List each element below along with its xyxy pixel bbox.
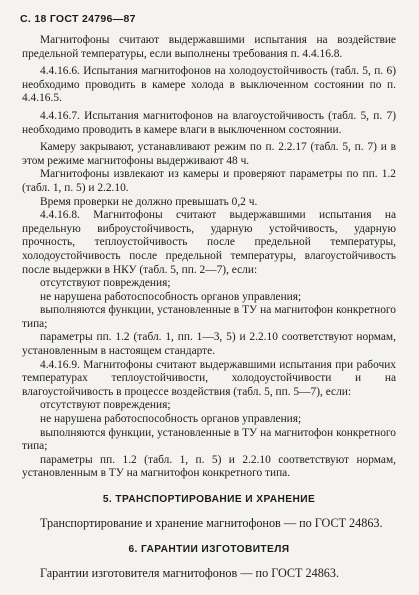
paragraph: 4.4.16.8. Магнитофоны считают выдержавшими испытания на предельную виброустойчивость, ударную устойчивость, ударную прочность, теплоустойчивость после предельной температуры, холодоустойчивость после предельной температуры, влагоустойчивость после выдержки в НКУ (табл. 5, пп. 2—7), если: bbox=[22, 209, 396, 276]
document-body bbox=[22, 34, 396, 581]
paragraph: Время проверки не должно превышать 0,2 ч. bbox=[40, 195, 258, 208]
list-item: параметры пп. 1.2 (табл. 1, пп. 1—3, 5) и 2.2.10 соответствуют нормам, установленным в настоящем стандарте. bbox=[22, 331, 396, 358]
section-5-title: 5. ТРАНСПОРТИРОВАНИЕ И ХРАНЕНИЕ bbox=[102, 494, 316, 505]
paragraph: Магнитофоны извлекают из камеры и проверяют параметры по пп. 1.2 (табл. 1, п. 5) и 2.2.10. bbox=[22, 168, 396, 194]
paragraph: 4.4.16.6. Испытания магнитофонов на холодоустойчивость (табл. 5, п. 6) необходимо проводить в камере холода в выключенном состоянии по п. 4.4.16.5. bbox=[22, 65, 396, 105]
list-item: не нарушена работоспособность органов управления; bbox=[40, 413, 302, 426]
list-item: выполняются функции, установленные в ТУ на магнитофон конкретного типа; bbox=[22, 426, 396, 453]
paragraph: Камеру закрывают, устанавливают режим по п. 2.2.17 (табл. 5, п. 7) и в этом режиме магнитофоны выдерживают 48 ч. bbox=[22, 141, 396, 167]
list-item: не нарушена работоспособность органов управления; bbox=[40, 290, 302, 303]
page-header: С. 18 ГОСТ 24796—87 bbox=[20, 13, 136, 25]
paragraph: 4.4.16.7. Испытания магнитофонов на влагоустойчивость (табл. 5, п. 7) необходимо проводить в камере влаги в выключенном состоянии. bbox=[22, 109, 396, 136]
list-item: отсутствуют повреждения; bbox=[40, 399, 171, 412]
list-item: параметры пп. 1.2 (табл. 1, п. 5) и 2.2.10 соответствуют нормам, установленным в ТУ на магнитофон конкретного типа. bbox=[22, 453, 396, 480]
section-5-text: Транспортирование и хранение магнитофонов — по ГОСТ 24863. bbox=[40, 515, 383, 530]
section-6-text: Гарантии изготовителя магнитофонов — по ГОСТ 24863. bbox=[40, 565, 340, 580]
list-item: отсутствуют повреждения; bbox=[40, 277, 171, 290]
paragraph: Магнитофоны считают выдержавшими испытания на воздействие предельной температуры, если выполнены требования п. 4.4.16.8. bbox=[22, 34, 396, 60]
paragraph: 4.4.16.9. Магнитофоны считают выдержавшими испытания при рабочих температурах теплоустойчивости, холодоустойчивости и на влагоустойчивость в процессе воздействия (табл. 5, пп. 5—7), если: bbox=[22, 358, 396, 398]
section-6-title: 6. ГАРАНТИИ ИЗГОТОВИТЕЛЯ bbox=[128, 544, 290, 556]
list-item: выполняются функции, установленные в ТУ на магнитофон конкретного типа; bbox=[22, 304, 396, 330]
